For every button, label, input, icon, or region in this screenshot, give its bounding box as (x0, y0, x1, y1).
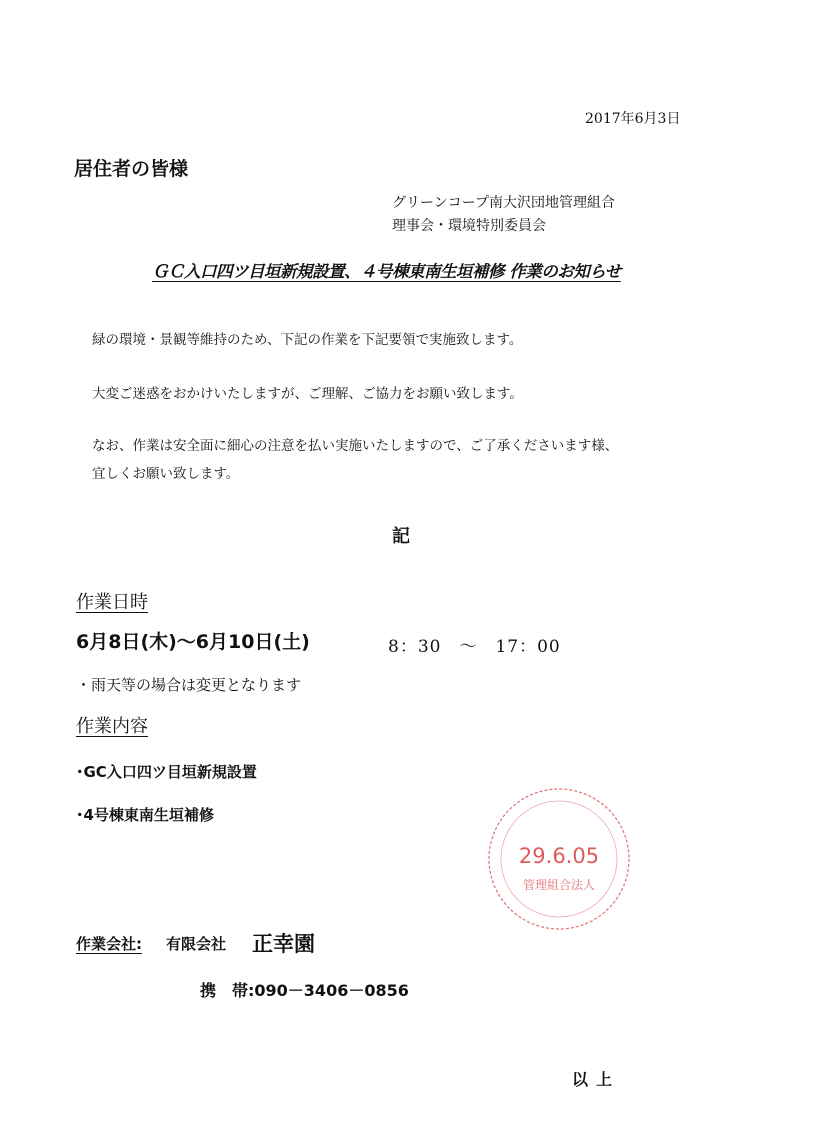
company-label: 作業会社: (76, 935, 142, 953)
schedule-dates: 6月8日(木)〜6月10日(土) (76, 631, 310, 653)
content-heading: 作業内容 (76, 716, 148, 737)
schedule-note: ・雨天等の場合は変更となります (76, 676, 302, 694)
document-date: 2017年6月3日 (585, 111, 681, 127)
content-item-1: ･GC入口四ツ目垣新規設置 (76, 763, 257, 781)
schedule-times: 8：30 〜 17：00 (388, 637, 561, 657)
ki-marker: 記 (392, 526, 410, 547)
stamp-date: 29.6.05 (518, 844, 600, 868)
sender-org: グリーンコープ南大沢団地管理組合 (392, 195, 616, 211)
company-phone: 携 帯:090－3406－0856 (200, 981, 409, 1000)
company-type: 有限会社 (166, 935, 227, 953)
closing-ijo: 以上 (572, 1070, 621, 1089)
addressee: 居住者の皆様 (74, 158, 189, 180)
schedule-heading: 作業日時 (76, 592, 148, 613)
notice-title: ＧＣ入口四ツ目垣新規設置、４号棟東南生垣補修 作業のお知らせ (152, 262, 621, 281)
received-stamp (486, 786, 632, 932)
body-paragraph-3-line-1: なお、作業は安全面に細心の注意を払い実施いたしますので、ご了承くださいます様、 (92, 438, 619, 454)
stamp-bottom-text: 管理組合法人 (522, 878, 596, 892)
sender-committee: 理事会・環境特別委員会 (392, 218, 546, 234)
content-item-2: ･4号棟東南生垣補修 (76, 806, 214, 824)
body-paragraph-1: 緑の環境・景観等維持のため、下記の作業を下記要領で実施致します。 (92, 332, 523, 348)
body-paragraph-3-line-2: 宜しくお願い致します。 (92, 466, 240, 482)
company-brand: 正幸園 (252, 932, 315, 956)
body-paragraph-2: 大変ご迷惑をおかけいたしますが、ご理解、ご協力をお願い致します。 (92, 386, 523, 402)
